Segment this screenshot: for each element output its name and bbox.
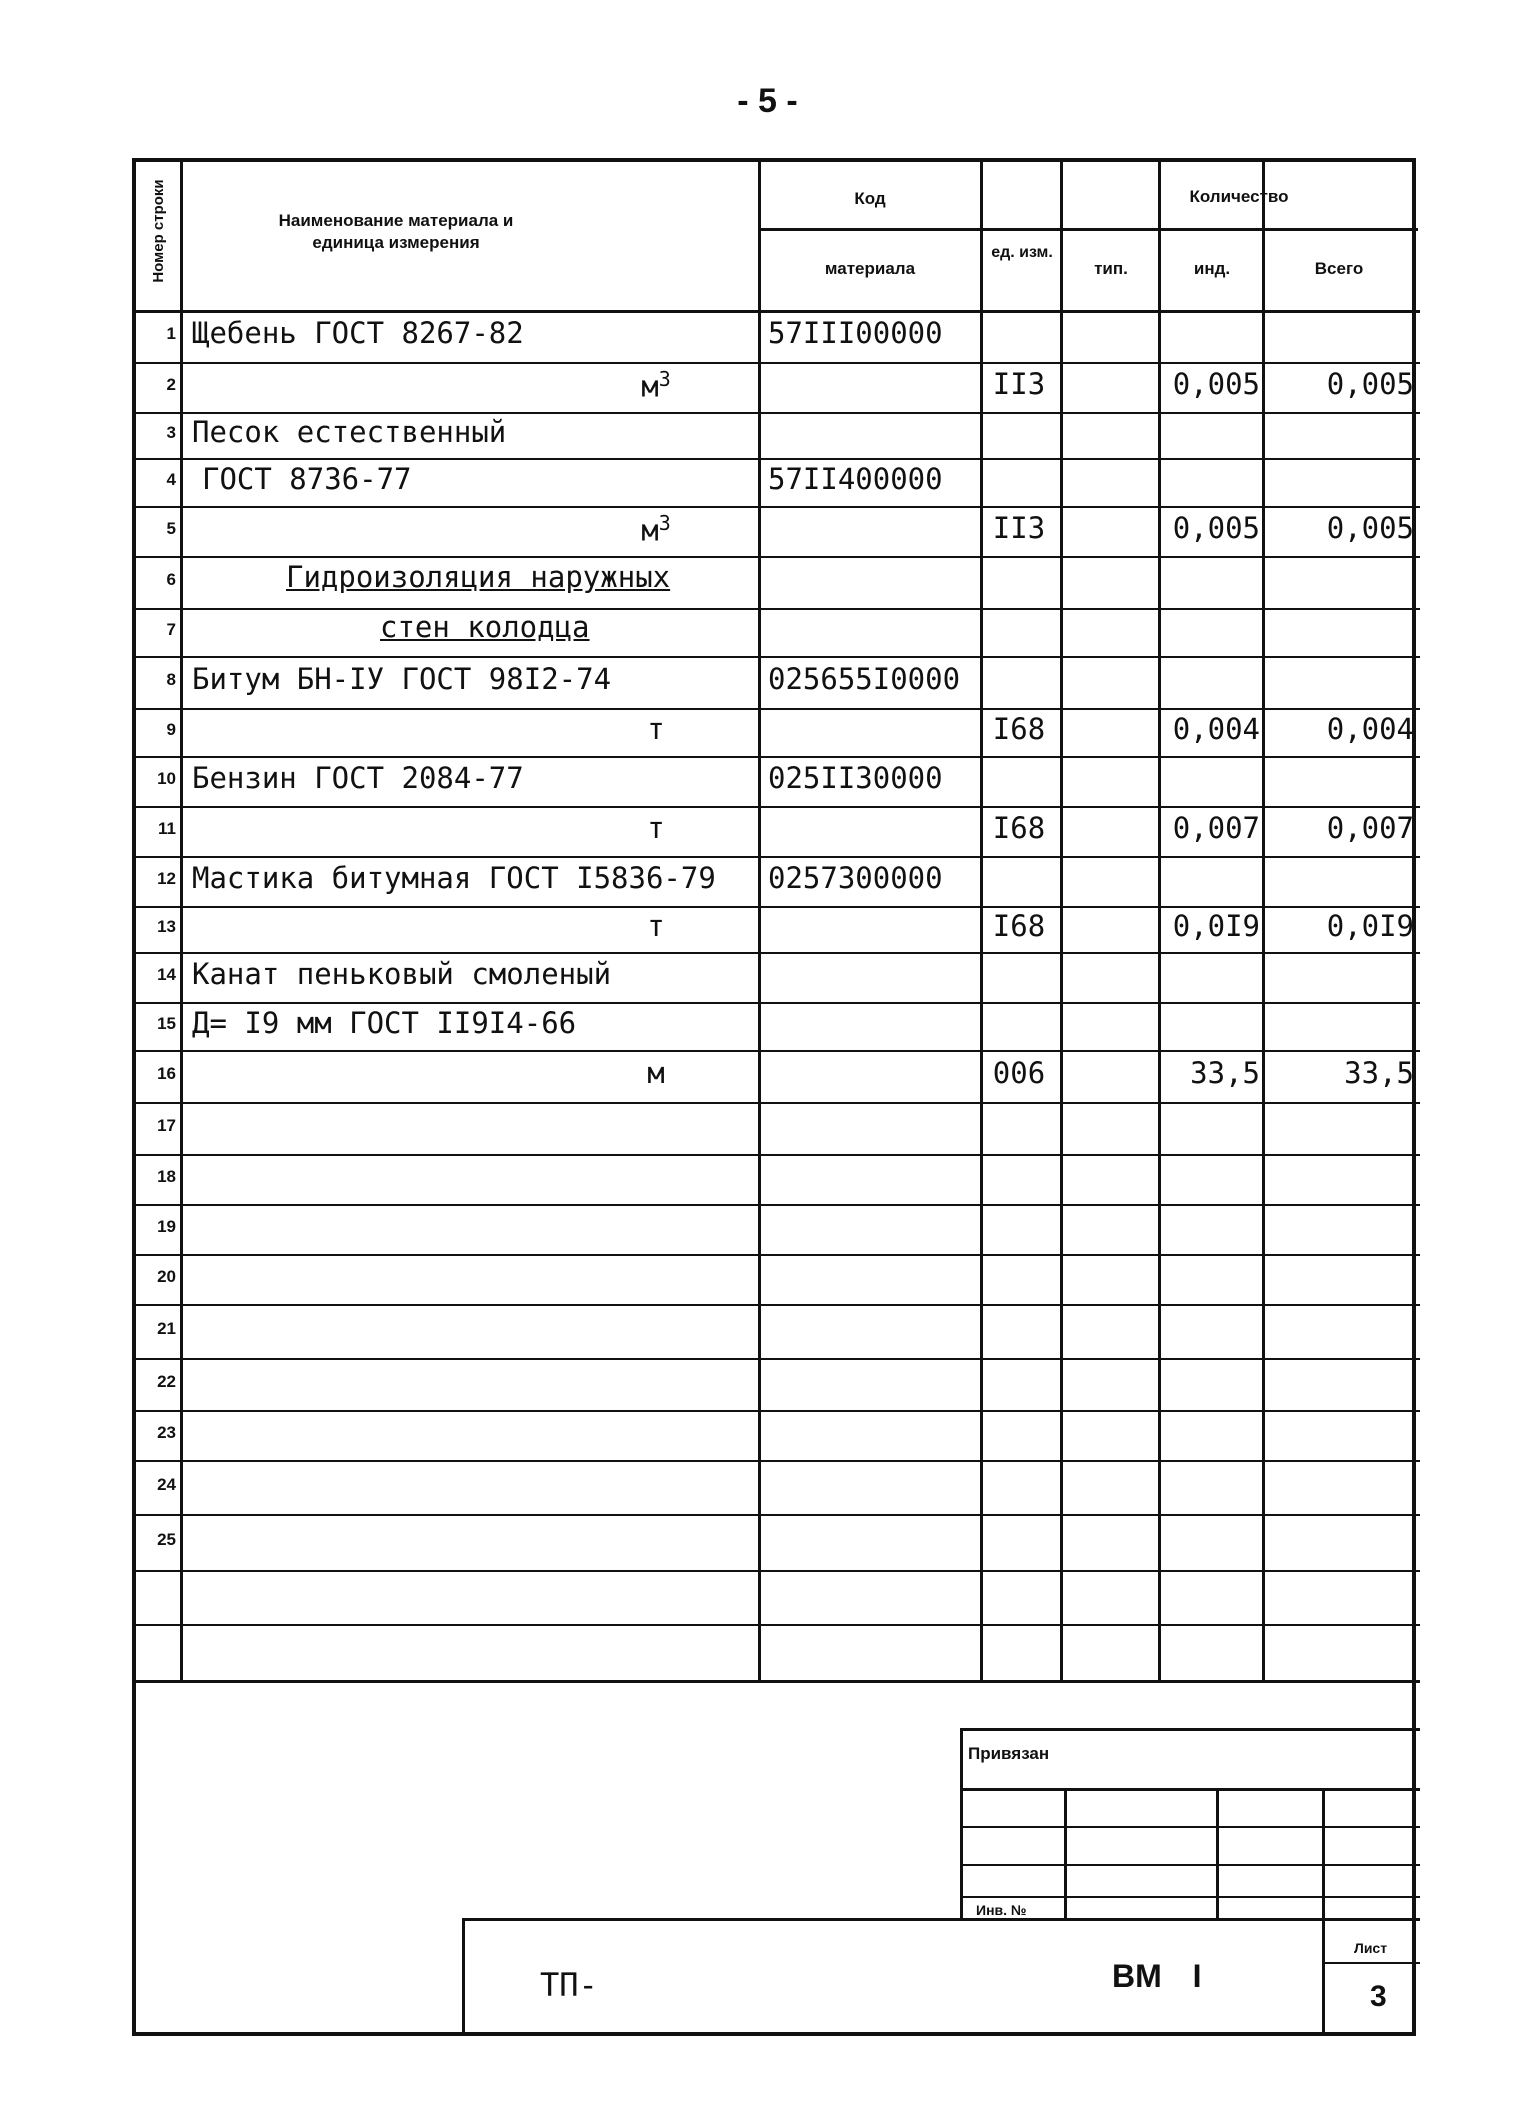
row-number: 4 — [166, 470, 176, 489]
header-row-number: Номер строки — [150, 179, 167, 283]
row-divider — [136, 362, 1420, 364]
header-name: Наименование материала и единица измерения — [278, 211, 514, 252]
row-divider — [136, 1514, 1420, 1516]
header-unit: ед. изм. — [991, 244, 1053, 261]
row-divider — [136, 1460, 1420, 1462]
row-number: 1 — [166, 324, 176, 343]
quantity-ind: 0,005 — [1172, 511, 1260, 545]
row-divider — [136, 506, 1420, 508]
unit-code: I68 — [992, 712, 1046, 746]
material-name: Песок естественный — [192, 415, 507, 449]
quantity-ind: 0,005 — [1172, 367, 1260, 401]
header-ind: инд. — [1193, 259, 1231, 278]
quantity-total: 0,007 — [1326, 811, 1414, 845]
row-divider — [136, 608, 1420, 610]
column-divider — [758, 162, 761, 1680]
quantity-ind: 0,0I9 — [1172, 909, 1260, 943]
row-number: 25 — [157, 1530, 176, 1549]
material-name — [641, 367, 671, 404]
title-block-divider — [1216, 1788, 1219, 1918]
quantity-total: 0,0I9 — [1326, 909, 1414, 943]
quantity-total: 0,004 — [1326, 712, 1414, 746]
row-number: 14 — [157, 965, 176, 984]
row-divider — [136, 1102, 1420, 1104]
row-number: 12 — [157, 869, 176, 888]
row-divider — [136, 1304, 1420, 1306]
row-divider — [136, 1254, 1420, 1256]
material-name: м — [647, 1056, 665, 1090]
header-typ: тип. — [1094, 259, 1128, 278]
material-code: 57II400000 — [768, 462, 943, 496]
page-number: - 5 - — [737, 82, 798, 120]
material-name: Д= I9 мм ГОСТ II9I4-66 — [192, 1006, 577, 1040]
row-divider — [136, 1624, 1420, 1626]
inv-label: Инв. № — [976, 1902, 1027, 1918]
row-divider — [136, 1410, 1420, 1412]
row-number: 6 — [166, 570, 176, 589]
stamp-left-line — [462, 1918, 465, 2036]
document-mark: ВМ I — [1112, 1958, 1202, 1994]
row-number: 23 — [157, 1423, 176, 1442]
title-block-line — [960, 1728, 1420, 1731]
row-divider — [136, 856, 1420, 858]
row-number: 19 — [157, 1217, 176, 1236]
material-name: Бензин ГОСТ 2084-77 — [192, 761, 524, 795]
row-divider — [136, 708, 1420, 710]
document-frame — [132, 158, 1416, 2036]
material-code: 57III00000 — [768, 316, 943, 350]
row-number: 15 — [157, 1014, 176, 1033]
header-material: материала — [824, 259, 916, 278]
row-divider — [136, 1154, 1420, 1156]
row-number: 7 — [166, 620, 176, 639]
header-quantity: Количество — [1189, 187, 1289, 206]
column-divider — [1060, 162, 1063, 1680]
title-block-line — [960, 1896, 1420, 1898]
material-name: Щебень ГОСТ 8267-82 — [192, 316, 524, 350]
row-divider — [136, 1002, 1420, 1004]
row-number: 22 — [157, 1372, 176, 1391]
row-number: 21 — [157, 1319, 176, 1338]
quantity-total: 33,5 — [1344, 1056, 1414, 1090]
quantity-ind: 33,5 — [1190, 1056, 1260, 1090]
row-number: 10 — [157, 769, 176, 788]
row-number: 3 — [166, 423, 176, 442]
material-name: Битум БН-IУ ГОСТ 98I2-74 — [192, 662, 612, 696]
row-number: 20 — [157, 1267, 176, 1286]
row-number: 18 — [157, 1167, 176, 1186]
stamp-top-line — [462, 1918, 1420, 1921]
row-number: 5 — [166, 519, 176, 538]
unit-code: 006 — [992, 1056, 1046, 1090]
row-number: 13 — [157, 917, 176, 936]
row-divider — [136, 458, 1420, 460]
row-divider — [136, 906, 1420, 908]
header-total: Всего — [1314, 259, 1364, 278]
unit-code: I68 — [992, 909, 1046, 943]
material-name: Мастика битумная ГОСТ I5836-79 — [192, 861, 716, 895]
row-number: 16 — [157, 1064, 176, 1083]
title-block-line — [960, 1826, 1420, 1828]
sheet-number: 3 — [1370, 1980, 1387, 2013]
material-name: ГОСТ 8736-77 — [202, 462, 412, 496]
unit-symbol: м — [641, 369, 659, 404]
row-number: 24 — [157, 1475, 176, 1494]
row-number: 17 — [157, 1116, 176, 1135]
row-divider — [136, 952, 1420, 954]
row-divider — [136, 1358, 1420, 1360]
material-name: т — [647, 712, 665, 746]
header-divider — [758, 228, 1418, 231]
unit-code: II3 — [992, 511, 1046, 545]
title-block-divider — [960, 1728, 963, 1918]
material-code: 0257300000 — [768, 861, 943, 895]
title-block-divider — [1064, 1788, 1067, 1918]
row-divider — [136, 1204, 1420, 1206]
quantity-ind: 0,007 — [1172, 811, 1260, 845]
material-name: Гидроизоляция наружных — [286, 560, 671, 594]
row-number: 8 — [166, 670, 176, 689]
row-divider — [136, 1570, 1420, 1572]
attached-label: Привязан — [968, 1744, 1050, 1763]
unit-exponent: 3 — [658, 367, 671, 391]
unit-code: I68 — [992, 811, 1046, 845]
row-number: 9 — [166, 720, 176, 739]
material-name — [641, 511, 671, 548]
material-name: т — [647, 909, 665, 943]
title-block-line — [960, 1864, 1420, 1866]
title-block-divider — [1322, 1788, 1325, 2032]
row-number: 11 — [158, 819, 176, 838]
material-name: стен колодца — [380, 610, 590, 644]
quantity-total: 0,005 — [1326, 511, 1414, 545]
material-name: Канат пеньковый смоленый — [192, 957, 612, 991]
material-code: 025II30000 — [768, 761, 943, 795]
material-name: т — [647, 811, 665, 845]
row-number: 2 — [166, 375, 176, 394]
quantity-ind: 0,004 — [1172, 712, 1260, 746]
row-divider — [136, 556, 1420, 558]
material-code: 025655I0000 — [768, 662, 961, 696]
tp-code: ТП- — [540, 1966, 598, 2004]
sheet-divider — [1322, 1962, 1420, 1964]
unit-symbol: м — [641, 513, 659, 548]
sheet-label: Лист — [1354, 1940, 1388, 1956]
header-bottom-line — [136, 310, 1420, 313]
column-divider — [180, 162, 183, 1680]
title-block-line — [960, 1788, 1420, 1791]
row-divider — [136, 656, 1420, 658]
table-bottom-line — [136, 1680, 1420, 1683]
row-divider — [136, 1050, 1420, 1052]
row-divider — [136, 412, 1420, 414]
unit-code: II3 — [992, 367, 1046, 401]
unit-exponent: 3 — [658, 511, 671, 535]
row-divider — [136, 756, 1420, 758]
header-code: Код — [854, 189, 886, 208]
row-divider — [136, 806, 1420, 808]
quantity-total: 0,005 — [1326, 367, 1414, 401]
